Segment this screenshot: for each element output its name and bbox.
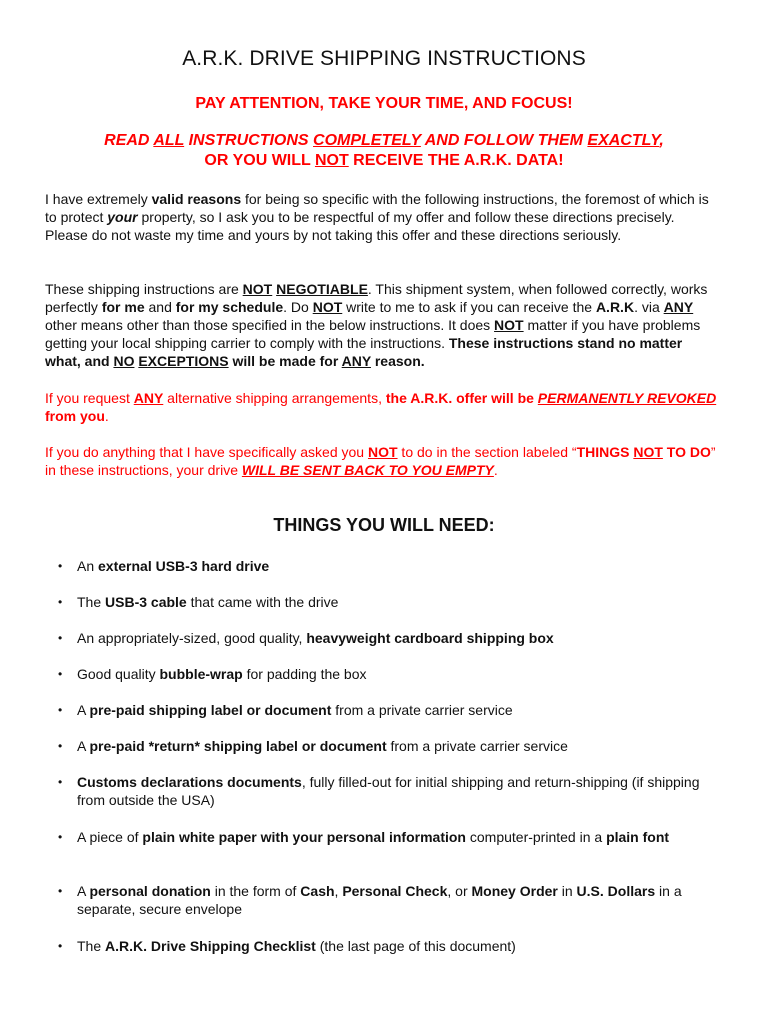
list-item: • Good quality bubble-wrap for padding the box: [58, 666, 367, 682]
bullet-icon: •: [58, 775, 63, 789]
things-needed-heading: THINGS YOU WILL NEED:: [273, 515, 495, 535]
warning-banner-read-all: READ ALL INSTRUCTIONS COMPLETELY AND FOLLOW THEM EXACTLY,: [104, 132, 664, 149]
list-item: • A piece of plain white paper with your personal information computer-printed in a plain font: [58, 829, 670, 845]
warning-banner-focus: PAY ATTENTION, TAKE YOUR TIME, AND FOCUS!: [195, 95, 573, 112]
bullet-icon: •: [58, 739, 63, 753]
bullet-icon: •: [58, 830, 63, 844]
bullet-icon: •: [58, 595, 63, 609]
list-item: • The A.R.K. Drive Shipping Checklist (the last page of this document): [58, 938, 516, 954]
intro-paragraph: I have extremely valid reasons for being so specific with the following instructions, the foremost of which is to protect your property, so I ask you to be respectful of my offer and follow these directions precisely. Please do not waste my time and yours by not taking this offer and these directions seriously.: [45, 191, 709, 243]
bullet-icon: •: [58, 939, 63, 953]
list-item: • A pre-paid *return* shipping label or document from a private carrier service: [58, 738, 568, 754]
bullet-icon: •: [58, 559, 63, 573]
list-item: • A pre-paid shipping label or document from a private carrier service: [58, 702, 513, 718]
list-item: • The USB-3 cable that came with the drive: [58, 594, 339, 610]
list-item: • An appropriately-sized, good quality, heavyweight cardboard shipping box: [58, 630, 554, 646]
empty-drive-warning-paragraph: If you do anything that I have specifically asked you NOT to do in the section labeled “THINGS NOT TO DO” in these instructions, your drive WILL BE SENT BACK TO YOU EMPTY.: [45, 444, 716, 478]
bullet-icon: •: [58, 667, 63, 681]
revoked-warning-paragraph: If you request ANY alternative shipping arrangements, the A.R.K. offer will be PERMANENTLY REVOKED from you.: [45, 390, 717, 424]
bullet-icon: •: [58, 884, 63, 898]
non-negotiable-paragraph: These shipping instructions are NOT NEGOTIABLE. This shipment system, when followed correctly, works perfectly for me and for my schedule. Do NOT write to me to ask if you can receive the A.R.K. via ANY other means other than those specified in the below instructions. It does NOT matter if you have problems getting your local shipping carrier to comply with the instructions. These instructions stand no matter what, and NO EXCEPTIONS will be made for ANY reason.: [45, 281, 708, 369]
list-item: • An external USB-3 hard drive: [58, 558, 270, 574]
bullet-icon: •: [58, 703, 63, 717]
warning-banner-not-receive: OR YOU WILL NOT RECEIVE THE A.R.K. DATA!: [204, 152, 564, 169]
page-title: A.R.K. DRIVE SHIPPING INSTRUCTIONS: [182, 47, 586, 70]
list-item: • Customs declarations documents, fully filled-out for initial shipping and return-shipping (if shipping from outside the USA): [58, 774, 700, 808]
bullet-icon: •: [58, 631, 63, 645]
list-item: • A personal donation in the form of Cash, Personal Check, or Money Order in U.S. Dollars in a separate, secure envelope: [58, 883, 682, 917]
